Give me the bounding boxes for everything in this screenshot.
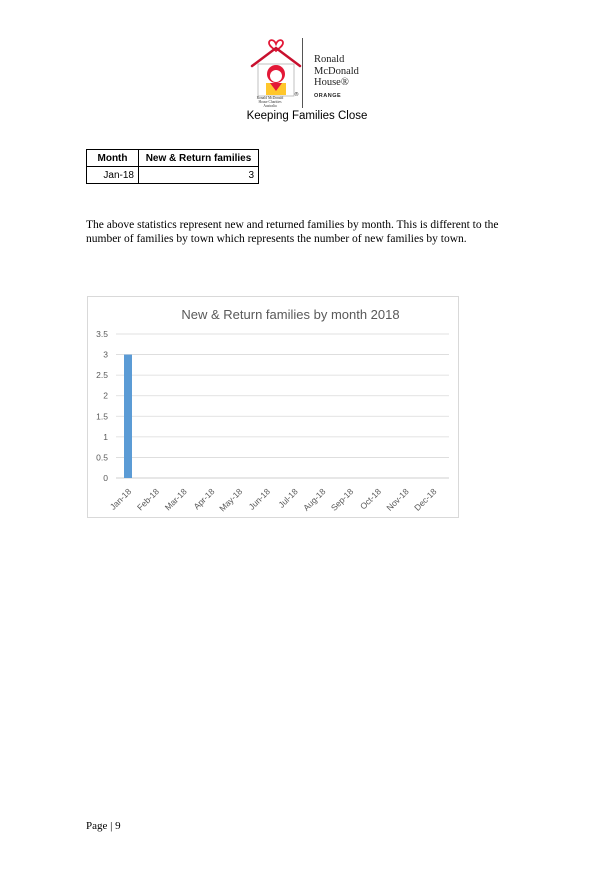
- y-tick-label: 1.5: [96, 411, 108, 422]
- org-name: [314, 54, 359, 102]
- logo-divider: [302, 38, 303, 108]
- x-tick-label: Oct-18: [357, 486, 384, 512]
- page-number: Page | 9: [86, 820, 121, 832]
- x-tick-label: Dec-18: [412, 486, 439, 513]
- y-tick-label: 0.5: [96, 452, 108, 463]
- org-name-line: Ronald: [314, 54, 345, 65]
- bar: [124, 355, 132, 478]
- families-chart: [87, 296, 459, 518]
- stats-table: [86, 149, 259, 184]
- y-tick-label: 3: [103, 349, 108, 360]
- y-tick-label: 2: [103, 390, 108, 401]
- column-header-month: Month: [87, 150, 139, 167]
- y-tick-label: 2.5: [96, 370, 108, 381]
- charity-name-line: Australia: [263, 103, 277, 108]
- x-tick-label: May-18: [217, 486, 245, 514]
- rmhc-logo: [248, 36, 378, 112]
- table-header-row: [87, 150, 259, 167]
- org-name-line: McDonald: [314, 65, 359, 77]
- x-tick-label: Apr-18: [191, 486, 217, 512]
- statistics-note: The above statistics represent new and returned families by month. This is different to the number of families by town which represents the number of new families by town.: [86, 219, 499, 245]
- tagline: Keeping Families Close: [246, 110, 368, 122]
- org-name-line: House®: [314, 77, 349, 88]
- column-header-families: New & Return families: [139, 150, 259, 167]
- x-tick-label: Nov-18: [384, 486, 411, 513]
- charity-name-line: Ronald McDonald: [256, 96, 284, 100]
- table-row: [87, 167, 259, 184]
- svg-text:®: ®: [294, 92, 299, 98]
- chart-canvas: [88, 297, 458, 517]
- y-tick-label: 0: [103, 473, 108, 483]
- org-location: ORANGE: [314, 92, 342, 99]
- charity-name: [248, 97, 292, 108]
- x-tick-label: Feb-18: [134, 486, 162, 513]
- table-cell-families: 3: [139, 167, 259, 184]
- x-tick-label: Jan-18: [107, 486, 134, 512]
- chart-title: New & Return families by month 2018: [181, 307, 400, 322]
- charity-name-line: House Charities: [258, 99, 282, 104]
- y-tick-label: 1: [103, 431, 108, 442]
- x-tick-label: Sep-18: [328, 486, 356, 513]
- x-tick-label: Aug-18: [301, 486, 328, 513]
- x-tick-label: Mar-18: [162, 486, 189, 513]
- x-tick-label: Jun-18: [246, 486, 273, 512]
- table-cell-month: Jan-18: [87, 167, 139, 184]
- x-tick-label: Jul-18: [276, 486, 300, 510]
- y-tick-label: 3.5: [96, 329, 108, 339]
- house-logo-icon: [248, 36, 304, 98]
